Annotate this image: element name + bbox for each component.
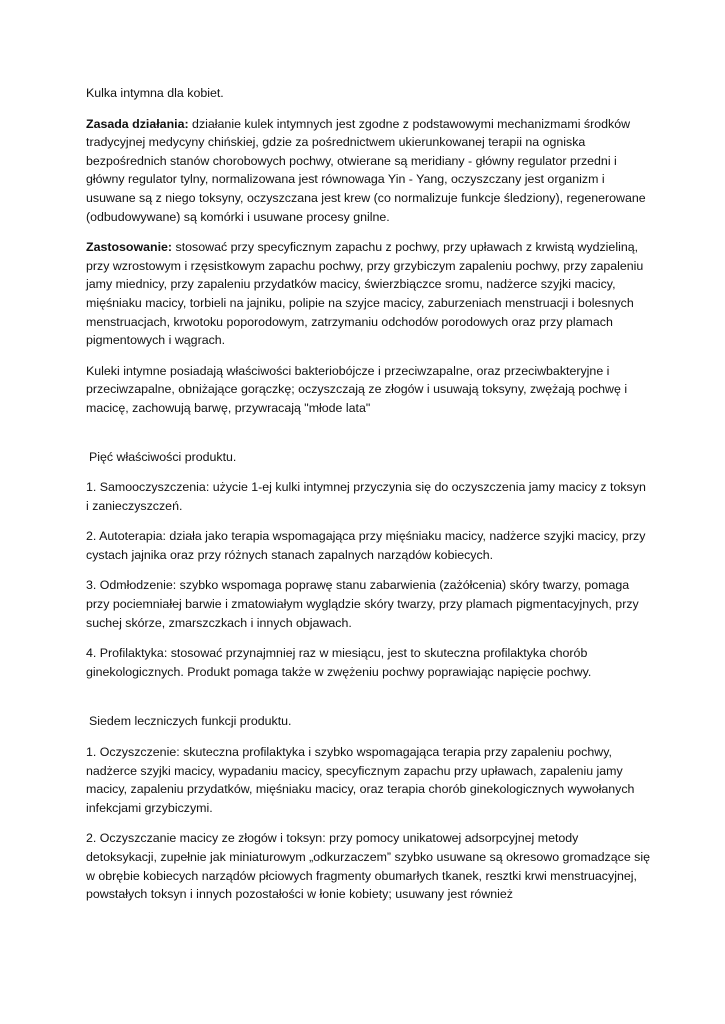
section-header-piec: Pięć właściwości produktu. bbox=[89, 449, 237, 464]
list-item-siedem-2: 2. Oczyszczanie macicy ze złogów i toksyn: przy pomocy unikatowej adsorpcyjnej metody detoksykacji, zupełnie jak miniaturowym „odkurzaczem” szybko usuwane są okresowo gromadzące się w obrębie kobiecych narządów płciowych fragmenty obumarłych tkanek, resztki krwi menstruacyjnej, powstałych toksyn i innych pozostałości w łonie kobiety; usuwany jest również bbox=[86, 831, 651, 902]
list-item-piec-3: 3. Odmłodzenie: szybko wspomaga poprawę stanu zabarwienia (zażółcenia) skóry twarzy, pomaga przy pociemniałej barwie i zmatowiałym wyglądzie skóry twarzy, przy plamach pigmentacyjnych, przy suchej skórze, zmarszczkach i innych objawach. bbox=[86, 578, 639, 630]
text-zastosowanie: stosować przy specyficznym zapachu z pochwy, przy upławach z krwistą wydzieliną, przy wzrostowym i rzęsistkowym zapachu pochwy, przy grzybiczym zapaleniu pochwy, przy zapaleniu jamy miednicy, przy zapaleniu przydatków macicy, świerzbiączce sromu, nadżerce szyjki macicy, mięśniaku macicy, torbieli na jajniku, polipie na szyjce macicy, zaburzeniach menstruacji i bolesnych menstruacjach, krwotoku poporodowym, zatrzymaniu odchodów porodowych oraz przy plamach pigmentowych i wągrach. bbox=[86, 240, 644, 348]
list-item-piec-4: 4. Profilaktyka: stosować przynajmniej raz w miesiącu, jest to skuteczna profilaktyka chorób ginekologicznych. Produkt pomaga także w zwężeniu pochwy poprawiając napięcie pochwy. bbox=[86, 646, 592, 679]
label-zastosowanie: Zastosowanie: bbox=[86, 240, 173, 255]
list-item-piec-1: 1. Samooczyszczenia: użycie 1-ej kulki intymnej przyczynia się do oczyszczenia jamy macicy z toksyn i zanieczyszczeń. bbox=[86, 480, 646, 513]
list-item-siedem-1: 1. Oczyszczenie: skuteczna profilaktyka i szybko wspomagająca terapia przy zapaleniu pochwy, nadżerce szyjki macicy, wypadaniu macicy, specyficznym zapachu przy upławach, zapaleniu jamy macicy, zapaleniu przydatków, mięśniaku macicy, oraz terapia chorób ginekologicznych wywołanych infekcjami grzybiczymi. bbox=[86, 745, 635, 815]
label-zasada: Zasada działania: bbox=[86, 116, 189, 131]
spacer bbox=[86, 693, 652, 712]
spacer bbox=[86, 430, 652, 448]
paragraph-zastosowanie bbox=[86, 238, 652, 350]
document-title: Kulka intymna dla kobiet. bbox=[86, 86, 224, 100]
paragraph-kuleki: Kuleki intymne posiadają właściwości bakteriobójcze i przeciwzapalne, oraz przeciwbakteryjne i przeciwzapalne, obniżające gorączkę; oczyszczają ze złogów i usuwają toksyny, zwężają pochwę i macicę, zachowują barwę, przywracają "młode lata" bbox=[86, 363, 628, 415]
document-page bbox=[86, 84, 652, 916]
paragraph-zasada bbox=[86, 115, 652, 227]
section-header-siedem: Siedem leczniczych funkcji produktu. bbox=[89, 714, 292, 729]
text-zasada: działanie kulek intymnych jest zgodne z podstawowymi mechanizmami środków tradycyjnej medycyny chińskiej, gdzie za pośrednictwem ukierunkowanej terapii na ogniska bezpośrednich stanów chorobowych pochwy, otwierane są meridiany - główny regulator przedni i główny regulator tylny, normalizowana jest równowaga Yin - Yang, oczyszczany jest organizm i usuwane są z niego toksyny, oczyszczana jest krew (co normalizuje funkcje śledziony), regenerowane (odbudowywane) są komórki i usuwane procesy gnilne. bbox=[86, 116, 646, 224]
list-item-piec-2: 2. Autoterapia: działa jako terapia wspomagająca przy mięśniaku macicy, nadżerce szyjki macicy, przy cystach jajnika oraz przy różnych stanach zapalnych narządów kobiecych. bbox=[86, 529, 646, 562]
